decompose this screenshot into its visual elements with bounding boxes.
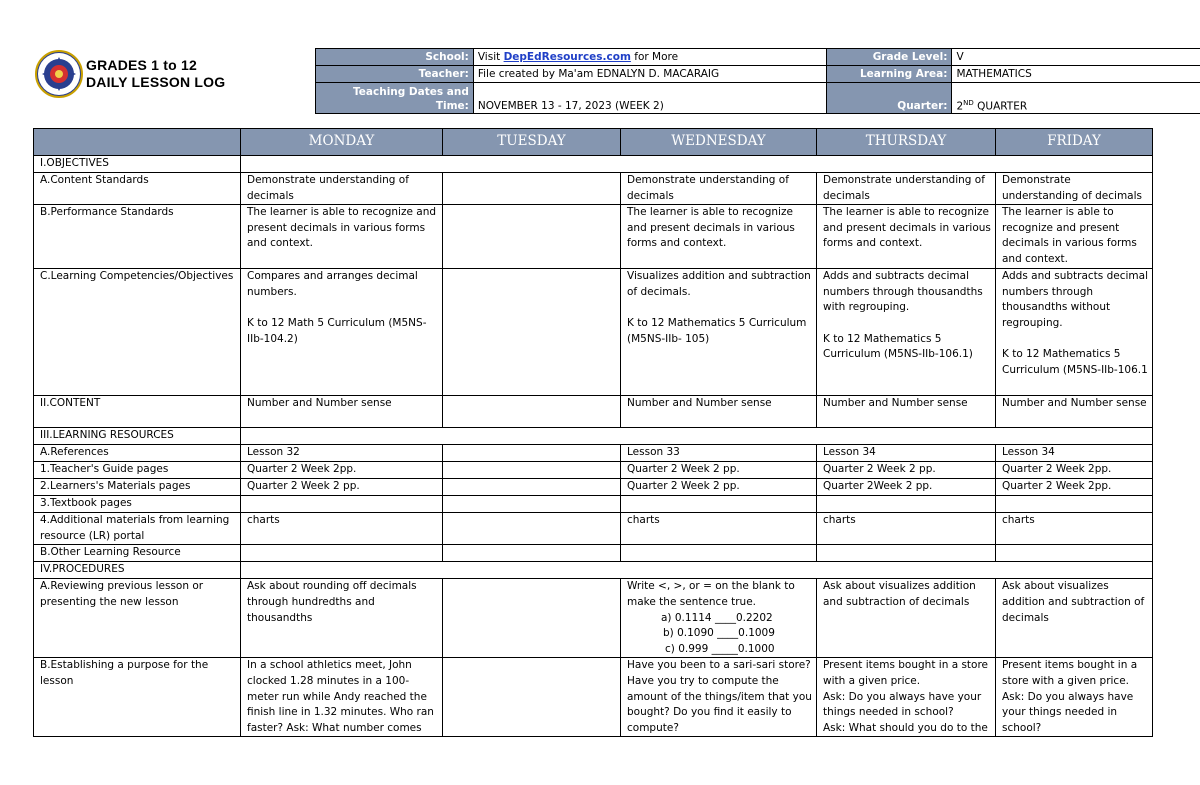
- table-row: [34, 496, 1153, 513]
- quarter-number: 2: [956, 100, 964, 112]
- row-label-textbook: 3.Textbook pages: [34, 496, 241, 513]
- cell-thursday: Quarter 2Week 2 pp.: [817, 479, 996, 496]
- document-title: [86, 57, 225, 91]
- cell-tuesday: [443, 205, 621, 269]
- learning-area-label: Learning Area:: [826, 66, 952, 83]
- corner-header: [34, 129, 241, 156]
- cell-thursday: Adds and subtracts decimal numbers through thousandths with regrouping. K to 12 Mathematics 5 Curriculum (M5NS-IIb-106.1): [817, 269, 996, 396]
- cell-thursday: charts: [817, 513, 996, 545]
- cell-monday: Number and Number sense: [241, 396, 443, 428]
- teacher-value: File created by Ma'am EDNALYN D. MACARAIG: [473, 66, 826, 83]
- row-label-references: A.References: [34, 445, 241, 462]
- cell-monday: Lesson 32: [241, 445, 443, 462]
- cell-monday: charts: [241, 513, 443, 545]
- section-resources-span: [241, 428, 1153, 445]
- table-row: [34, 479, 1153, 496]
- row-label-competencies: C.Learning Competencies/Objectives: [34, 269, 241, 396]
- grade-level-label: Grade Level:: [826, 49, 952, 66]
- cell-monday: Quarter 2 Week 2pp.: [241, 462, 443, 479]
- cell-thursday: [817, 545, 996, 562]
- day-header-wednesday: WEDNESDAY: [621, 129, 817, 156]
- school-prefix: Visit: [477, 51, 504, 63]
- quarter-label: Quarter:: [826, 83, 952, 114]
- cell-wednesday: [621, 496, 817, 513]
- table-row: [34, 513, 1153, 545]
- cell-monday: Demonstrate understanding of decimals: [241, 173, 443, 205]
- quarter-superscript: ND: [963, 98, 974, 107]
- row-label-reviewing: A.Reviewing previous lesson or presenting the new lesson: [34, 579, 241, 658]
- cell-thursday: Quarter 2 Week 2 pp.: [817, 462, 996, 479]
- cell-monday: Ask about rounding off decimals through hundredths and thousandths: [241, 579, 443, 658]
- cell-wednesday: Lesson 33: [621, 445, 817, 462]
- row-label-content: II.CONTENT: [34, 396, 241, 428]
- table-row: [34, 205, 1153, 269]
- cell-tuesday: [443, 513, 621, 545]
- section-objectives-label: I.OBJECTIVES: [34, 156, 241, 173]
- cell-monday: [241, 545, 443, 562]
- teacher-label: Teacher:: [316, 66, 474, 83]
- section-procedures-row: [34, 562, 1153, 579]
- row-label-learners-materials: 2.Learners's Materials pages: [34, 479, 241, 496]
- cell-monday: [241, 496, 443, 513]
- cell-thursday: Lesson 34: [817, 445, 996, 462]
- cell-friday: [996, 545, 1153, 562]
- cell-monday: Quarter 2 Week 2 pp.: [241, 479, 443, 496]
- dates-label-line-1: Teaching Dates and: [353, 86, 469, 98]
- dates-label-line-2: Time:: [435, 100, 469, 112]
- table-row: [34, 445, 1153, 462]
- row-label-purpose: B.Establishing a purpose for the lesson: [34, 658, 241, 737]
- title-line-1: GRADES 1 to 12: [86, 57, 197, 73]
- cell-tuesday: [443, 479, 621, 496]
- table-row: [34, 396, 1153, 428]
- list-item: a) 0.1114 ____0.2202: [661, 611, 773, 624]
- cell-friday: Quarter 2 Week 2pp.: [996, 462, 1153, 479]
- cell-wednesday: Visualizes addition and subtraction of decimals. K to 12 Mathematics 5 Curriculum (M5NS-IIb- 105): [621, 269, 817, 396]
- list-item: c) 0.999 _____0.1000: [665, 642, 775, 655]
- cell-wednesday: The learner is able to recognize and present decimals in various forms and context.: [621, 205, 817, 269]
- cell-wednesday: Quarter 2 Week 2 pp.: [621, 479, 817, 496]
- cell-thursday: Ask about visualizes addition and subtraction of decimals: [817, 579, 996, 658]
- day-header-friday: FRIDAY: [996, 129, 1153, 156]
- cell-tuesday: [443, 173, 621, 205]
- dates-label: [316, 83, 474, 114]
- cell-friday: charts: [996, 513, 1153, 545]
- cell-thursday: [817, 496, 996, 513]
- cell-tuesday: [443, 579, 621, 658]
- table-row: [34, 269, 1153, 396]
- cell-thursday: The learner is able to recognize and present decimals in various forms and context.: [817, 205, 996, 269]
- cell-friday: Present items bought in a store with a given price. Ask: Do you always have your things needed in school?: [996, 658, 1153, 737]
- row-label-additional-materials: 4.Additional materials from learning resource (LR) portal: [34, 513, 241, 545]
- cell-tuesday: [443, 445, 621, 462]
- list-item: b) 0.1090 ____0.1009: [663, 627, 775, 640]
- quarter-value: [952, 83, 1200, 114]
- cell-thursday: Number and Number sense: [817, 396, 996, 428]
- cell-monday: The learner is able to recognize and present decimals in various forms and context.: [241, 205, 443, 269]
- cell-tuesday: [443, 396, 621, 428]
- cell-friday: Adds and subtracts decimal numbers through thousandths without regrouping. K to 12 Mathematics 5 Curriculum (M5NS-IIb-106.1: [996, 269, 1153, 396]
- lesson-log-table: [33, 128, 1153, 737]
- cell-friday: The learner is able to recognize and present decimals in various forms and context.: [996, 205, 1153, 269]
- cell-friday: [996, 496, 1153, 513]
- quarter-text: QUARTER: [973, 100, 1028, 112]
- depedresources-link[interactable]: DepEdResources.com: [503, 51, 631, 63]
- cell-friday: Number and Number sense: [996, 396, 1153, 428]
- header-info-table: [315, 48, 1200, 114]
- deped-seal-logo: [35, 50, 83, 98]
- cell-monday: Compares and arranges decimal numbers. K to 12 Math 5 Curriculum (M5NS-IIb-104.2): [241, 269, 443, 396]
- cell-thursday: Demonstrate understanding of decimals: [817, 173, 996, 205]
- cell-friday: Lesson 34: [996, 445, 1153, 462]
- cell-wednesday: Demonstrate understanding of decimals: [621, 173, 817, 205]
- cell-tuesday: [443, 269, 621, 396]
- table-row: [34, 545, 1153, 562]
- cell-wednesday: [621, 579, 817, 658]
- day-header-tuesday: TUESDAY: [443, 129, 621, 156]
- table-row: [34, 173, 1153, 205]
- cell-friday: Demonstrate understanding of decimals: [996, 173, 1153, 205]
- cell-wednesday: [621, 545, 817, 562]
- cell-wednesday: Have you been to a sari-sari store? Have you try to compute the amount of the things/item that you bought? Do you find it easily to compute?: [621, 658, 817, 737]
- cell-tuesday: [443, 496, 621, 513]
- row-label-content-standards: A.Content Standards: [34, 173, 241, 205]
- cell-wednesday: Quarter 2 Week 2 pp.: [621, 462, 817, 479]
- section-objectives-span: [241, 156, 1153, 173]
- day-header-monday: MONDAY: [241, 129, 443, 156]
- day-header-thursday: THURSDAY: [817, 129, 996, 156]
- section-procedures-span: [241, 562, 1153, 579]
- section-resources-label: III.LEARNING RESOURCES: [34, 428, 241, 445]
- table-row: [34, 462, 1153, 479]
- cell-tuesday: [443, 462, 621, 479]
- wednesday-review-intro: Write <, >, or = on the blank to make the sentence true.: [627, 580, 795, 608]
- cell-friday: Quarter 2 Week 2pp.: [996, 479, 1153, 496]
- cell-tuesday: [443, 658, 621, 737]
- section-objectives-row: [34, 156, 1153, 173]
- section-resources-row: [34, 428, 1153, 445]
- table-row: [34, 579, 1153, 658]
- cell-monday: In a school athletics meet, John clocked 1.28 minutes in a 100-meter run while Andy reached the finish line in 1.32 minutes. Who ran faster? Ask: What number comes: [241, 658, 443, 737]
- cell-tuesday: [443, 545, 621, 562]
- learning-area-value: MATHEMATICS: [952, 66, 1200, 83]
- cell-friday: Ask about visualizes addition and subtraction of decimals: [996, 579, 1153, 658]
- section-procedures-label: IV.PROCEDURES: [34, 562, 241, 579]
- row-label-performance-standards: B.Performance Standards: [34, 205, 241, 269]
- school-suffix: for More: [630, 51, 679, 63]
- cell-thursday: Present items bought in a store with a given price. Ask: Do you always have your things needed in school? Ask: What should you do to the: [817, 658, 996, 737]
- row-label-other-resource: B.Other Learning Resource: [34, 545, 241, 562]
- table-row: [34, 658, 1153, 737]
- cell-wednesday: charts: [621, 513, 817, 545]
- day-header-row: [34, 129, 1153, 156]
- cell-wednesday: Number and Number sense: [621, 396, 817, 428]
- school-label: School:: [316, 49, 474, 66]
- title-line-2: DAILY LESSON LOG: [86, 74, 226, 90]
- dates-value: NOVEMBER 13 - 17, 2023 (WEEK 2): [473, 83, 826, 114]
- grade-level-value: V: [952, 49, 1200, 66]
- wednesday-review-items: [627, 611, 812, 658]
- row-label-teachers-guide: 1.Teacher's Guide pages: [34, 462, 241, 479]
- school-value: [473, 49, 826, 66]
